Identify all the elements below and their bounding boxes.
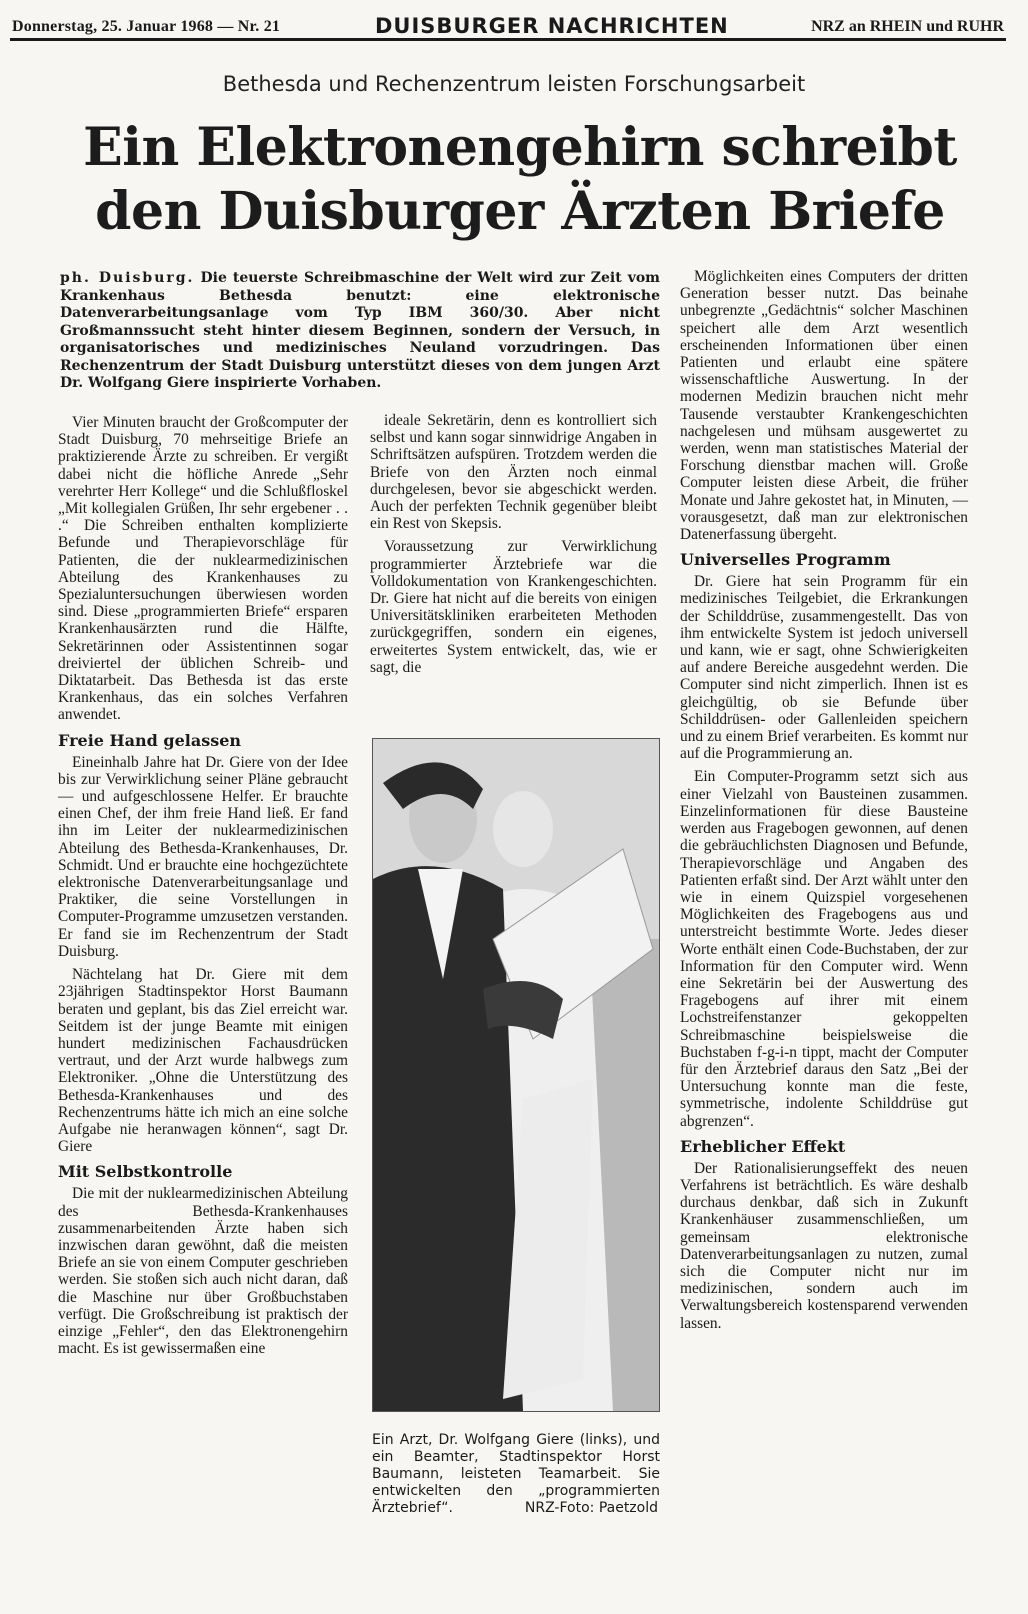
edition-name: NRZ an RHEIN und RUHR	[811, 18, 1004, 35]
newspaper-name: DUISBURGER NACHRICHTEN	[375, 14, 729, 38]
photo-caption: Ein Arzt, Dr. Wolfgang Giere (links), und ein Beamter, Stadtinspektor Horst Baumann, leisteten Teamarbeit. Sie entwickelten den „programmierten Ärztebrief“.	[372, 1432, 660, 1516]
column-1	[58, 414, 348, 1363]
dateline: ph. Duisburg.	[60, 270, 195, 286]
column-3	[680, 268, 968, 1338]
headline-line-2: den Duisburger Ärzten Briefe	[95, 181, 945, 242]
column-2	[370, 412, 657, 682]
photo-credit: NRZ-Foto: Paetzold	[524, 1500, 658, 1516]
paragraph: Der Rationalisierungseffekt des neuen Verfahrens ist beträchtlich. Es wäre deshalb durchaus denkbar, daß sich in Zukunft Krankenhäuser zusammenschließen, um gemeinsam elektronische Datenverarbeitungsanlagen zu nutzen, zumal sich die Computer nicht nur im medizinischen, sondern auch im Verwaltungsbereich kostensparend verwenden lassen.	[680, 1159, 968, 1332]
masthead	[10, 8, 1006, 41]
paragraph: Nächtelang hat Dr. Giere mit dem 23jährigen Stadtinspektor Horst Baumann beraten und geplant, bis das Ziel erreicht war. Seitdem ist der junge Beamte mit einigen hundert medizinischen Fachausdrücken vertraut, und der Arzt wurde halbwegs zum Elektroniker. „Ohne die Unterstützung des Bethesda-Krankenhauses und des Rechenzentrums hätte ich mich an eine solche Aufgabe nie heranwagen können“, sagt Dr. Giere	[58, 966, 348, 1156]
subheading: Universelles Programm	[680, 550, 891, 570]
paragraph: Möglichkeiten eines Computers der dritten Generation besser nutzt. Das beinahe unbegrenzte „Gedächtnis“ solcher Maschinen speichert alle dem Arzt wesentlich erscheinenden Informationen über einen Patienten und erlaubt eine spätere wissenschaftliche Auswertung. In der modernen Medizin brauchen nicht mehr Tausende verstaubter Krankengeschichten nachgelesen und mühsam ausgewertet zu werden, wenn man statistisches Material der Forschung dienstbar machen will. Große Computer leisten diese Arbeit, die früher Monate und Jahre gekostet hat, in Minuten, — vorausgesetzt, daß man zur elektronischen Datenerfassung übergeht.	[680, 268, 968, 544]
paragraph: Dr. Giere hat sein Programm für ein medizinisches Teilgebiet, die Erkrankungen der Schilddrüse, zusammengestellt. Das von ihm entwickelte System ist jedoch universell und kann, wie er sagt, ohne Schwierigkeiten auf andere Bereiche ausgedehnt werden. Die Computer sind nicht zimperlich. Ihnen ist es gleichgültig, ob sie Befunde über Schilddrüsen- oder Gallenleiden speichern und zu einem Brief verarbeiten. Es kommt nur auf die Programmierung an.	[680, 573, 968, 763]
paragraph: ideale Sekretärin, denn es kontrolliert sich selbst und kann sogar sinnwidrige Angaben in Schriftsätzen aufspüren. Trotzdem werden die Briefe von den Ärzten noch einmal durchgelesen, bevor sie abgeschickt werden. Auch der perfekten Technik gegenüber bleibt ein Rest von Skepsis.	[370, 412, 657, 533]
paragraph: Ein Computer-Programm setzt sich aus einer Vielzahl von Bausteinen zusammen. Einzelinformationen für diese Bausteine werden aus Fragebogen gewonnen, auf denen die gebräuchlichsten Diagnosen und Befunde, Therapievorschläge und Angaben des Patienten erfaßt sind. Der Arzt wählt unter den wie in einem Quizspiel vorgesehenen Möglichkeiten des Fragebogens aus und unterstreicht bestimmte Worte. Jedes dieser Worte enthält einen Code-Buchstaben, der zur Information für den Computer wird. Wenn eine Sekretärin bei der Auswertung des Fragebogens auf ihrer mit einem Lochstreifenstanzer gekoppelten Schreibmaschine beispielsweise die Buchstaben f-g-i-n tippt, macht der Computer für den Ärztebrief daraus den Satz „Bei der Untersuchung konnte man die feste, symmetrische, indolente Schilddrüse gut abgrenzen“.	[680, 768, 968, 1130]
paragraph: Die mit der nuklearmedizinischen Abteilung des Bethesda-Krankenhauses zusammenarbeitenden Ärzte haben sich inzwischen daran gewöhnt, daß die meisten Briefe an sie von einem Computer geschrieben werden. Sie stoßen sich auch nicht daran, daß die Maschine nur über Großbuchstaben verfügt. Die Großschreibung ist praktisch der einzige „Fehler“, den das Elektronengehirn macht. Es ist gewissermaßen eine	[58, 1185, 348, 1358]
paragraph: Eineinhalb Jahre hat Dr. Giere von der Idee bis zur Verwirklichung seiner Pläne gebraucht — und aufgeschlossene Helfer. Er brauchte einen Chef, der ihm freie Hand ließ. Er fand ihn im Leiter der nuklearmedizinischen Abteilung des Bethesda-Krankenhauses, Dr. Schmidt. Und er brauchte eine hochgezüchtete elektronische Datenverarbeitungsanlage und Praktiker, die seine Vorstellungen in Computer-Programme umzusetzen verstanden. Er fand sie im Rechenzentrum der Stadt Duisburg.	[58, 753, 348, 960]
lead-paragraph	[60, 270, 660, 393]
subheading: Erheblicher Effekt	[680, 1136, 846, 1156]
photo-illustration	[373, 739, 659, 1411]
paragraph: Vier Minuten braucht der Großcomputer der Stadt Duisburg, 70 mehrseitige Briefe an praktizierende Ärzte zu schreiben. Er vergißt dabei nicht die höfliche Anrede „Sehr verehrter Herr Kollege“ und die Schlußfloskel „Mit kollegialen Grüßen, Ihr sehr ergebener . . .“ Die Schreiben enthalten komplizierte Befunde und Therapievorschläge für Patienten, die der nuklearmedizinischen Abteilung des Krankenhauses zu Spezialuntersuchungen überwiesen worden sind. Diese „programmierten Briefe“ ersparen Krankenhausärzten rund die Hälfte, Sekretärinnen oder Assistentinnen sogar dreiviertel der üblichen Schreib- und Diktatarbeit. Das Bethesda ist das erste Krankenhaus, das ein solches Verfahren anwendet.	[58, 414, 348, 724]
headline	[60, 116, 980, 244]
subheading: Mit Selbstkontrolle	[58, 1162, 233, 1182]
issue-date: Donnerstag, 25. Januar 1968 — Nr. 21	[12, 18, 281, 35]
subheading: Freie Hand gelassen	[58, 730, 242, 750]
kicker: Bethesda und Rechenzentrum leisten Forschungsarbeit	[222, 72, 806, 96]
paragraph: Voraussetzung zur Verwirklichung programmierter Ärztebriefe war die Volldokumentation von Krankengeschichten. Dr. Giere hat nicht auf die bereits von einigen Universitätskliniken erarbeiteten Methoden zurückgegriffen, sondern ein eigenes, erweitertes System entwickelt, das, wie er sagt, die	[370, 538, 657, 676]
lead-text: Die teuerste Schreibmaschine der Welt wird zur Zeit vom Krankenhaus Bethesda benutzt: eine elektronische Datenverarbeitungsanlage vom Typ IBM 360/30. Aber nicht Großmannssucht steht hinter diesem Beginnen, sondern der Versuch, in organisatorisches und medizinisches Neuland vorzudringen. Das Rechenzentrum der Stadt Duisburg unterstützt dieses von dem jungen Arzt Dr. Wolfgang Giere inspirierte Vorhaben.	[60, 270, 660, 391]
headline-line-1: Ein Elektronengehirn schreibt	[83, 117, 957, 178]
news-photo	[372, 738, 660, 1412]
